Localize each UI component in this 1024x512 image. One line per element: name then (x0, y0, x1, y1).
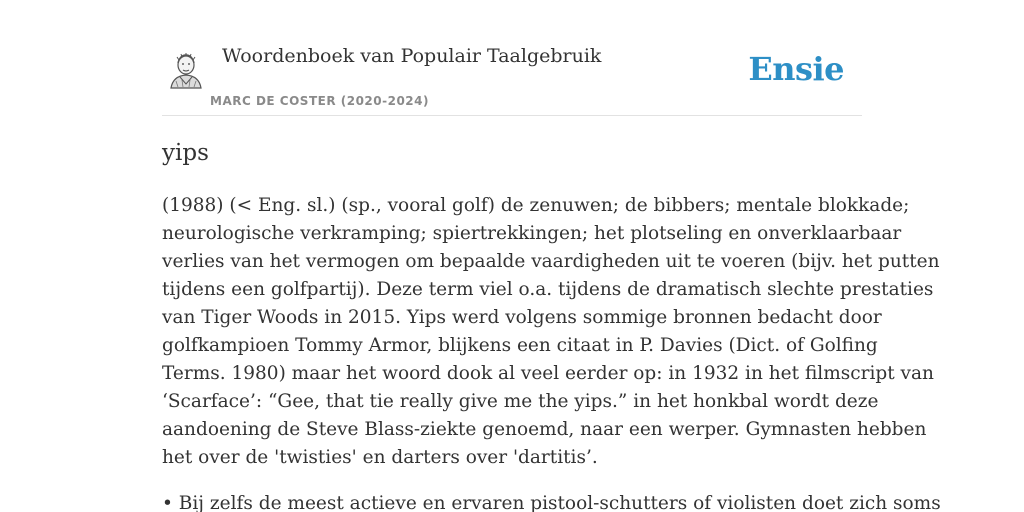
author-portrait-icon[interactable] (168, 51, 204, 89)
definition-line: golfkampioen Tommy Armor, blijkens een citaat in P. Davies (Dict. of Golfing (162, 335, 878, 356)
definition-line: het over de 'twisties' en darters over 'dartitis’. (162, 447, 598, 468)
author-label: MARC DE COSTER (2020-2024) (210, 94, 429, 108)
definition-line: verlies van het vermogen om bepaalde vaardigheden uit te voeren (bijv. het putten (162, 251, 940, 272)
definition-line: van Tiger Woods in 2015. Yips werd volgens sommige bronnen bedacht door (162, 307, 882, 328)
definition-line: (1988) (< Eng. sl.) (sp., vooral golf) de zenuwen; de bibbers; mentale blokkade; (162, 195, 910, 216)
definition-line: Terms. 1980) maar het woord dook al veel eerder op: in 1932 in het filmscript van (162, 363, 934, 384)
definition-line: neurologische verkramping; spiertrekkingen; het plotseling en onverklaarbaar (162, 223, 902, 244)
definition-line: aandoening de Steve Blass-ziekte genoemd, naar een werper. Gymnasten hebben (162, 419, 927, 440)
dictionary-title[interactable]: Woordenboek van Populair Taalgebruik (222, 45, 602, 67)
definition-line: tijdens een golfpartij). Deze term viel o.a. tijdens de dramatisch slechte prestaties (162, 279, 934, 300)
entry-definition (162, 192, 940, 472)
entry-term: yips (162, 140, 209, 166)
dictionary-header (162, 40, 862, 116)
entry-example: • Bij zelfs de meest actieve en ervaren pistool-schutters of violisten doet zich soms (162, 493, 941, 512)
brand-logo[interactable]: Ensie (748, 50, 844, 88)
definition-line: ‘Scarface’: “Gee, that tie really give me the yips.” in het honkbal wordt deze (162, 391, 879, 412)
